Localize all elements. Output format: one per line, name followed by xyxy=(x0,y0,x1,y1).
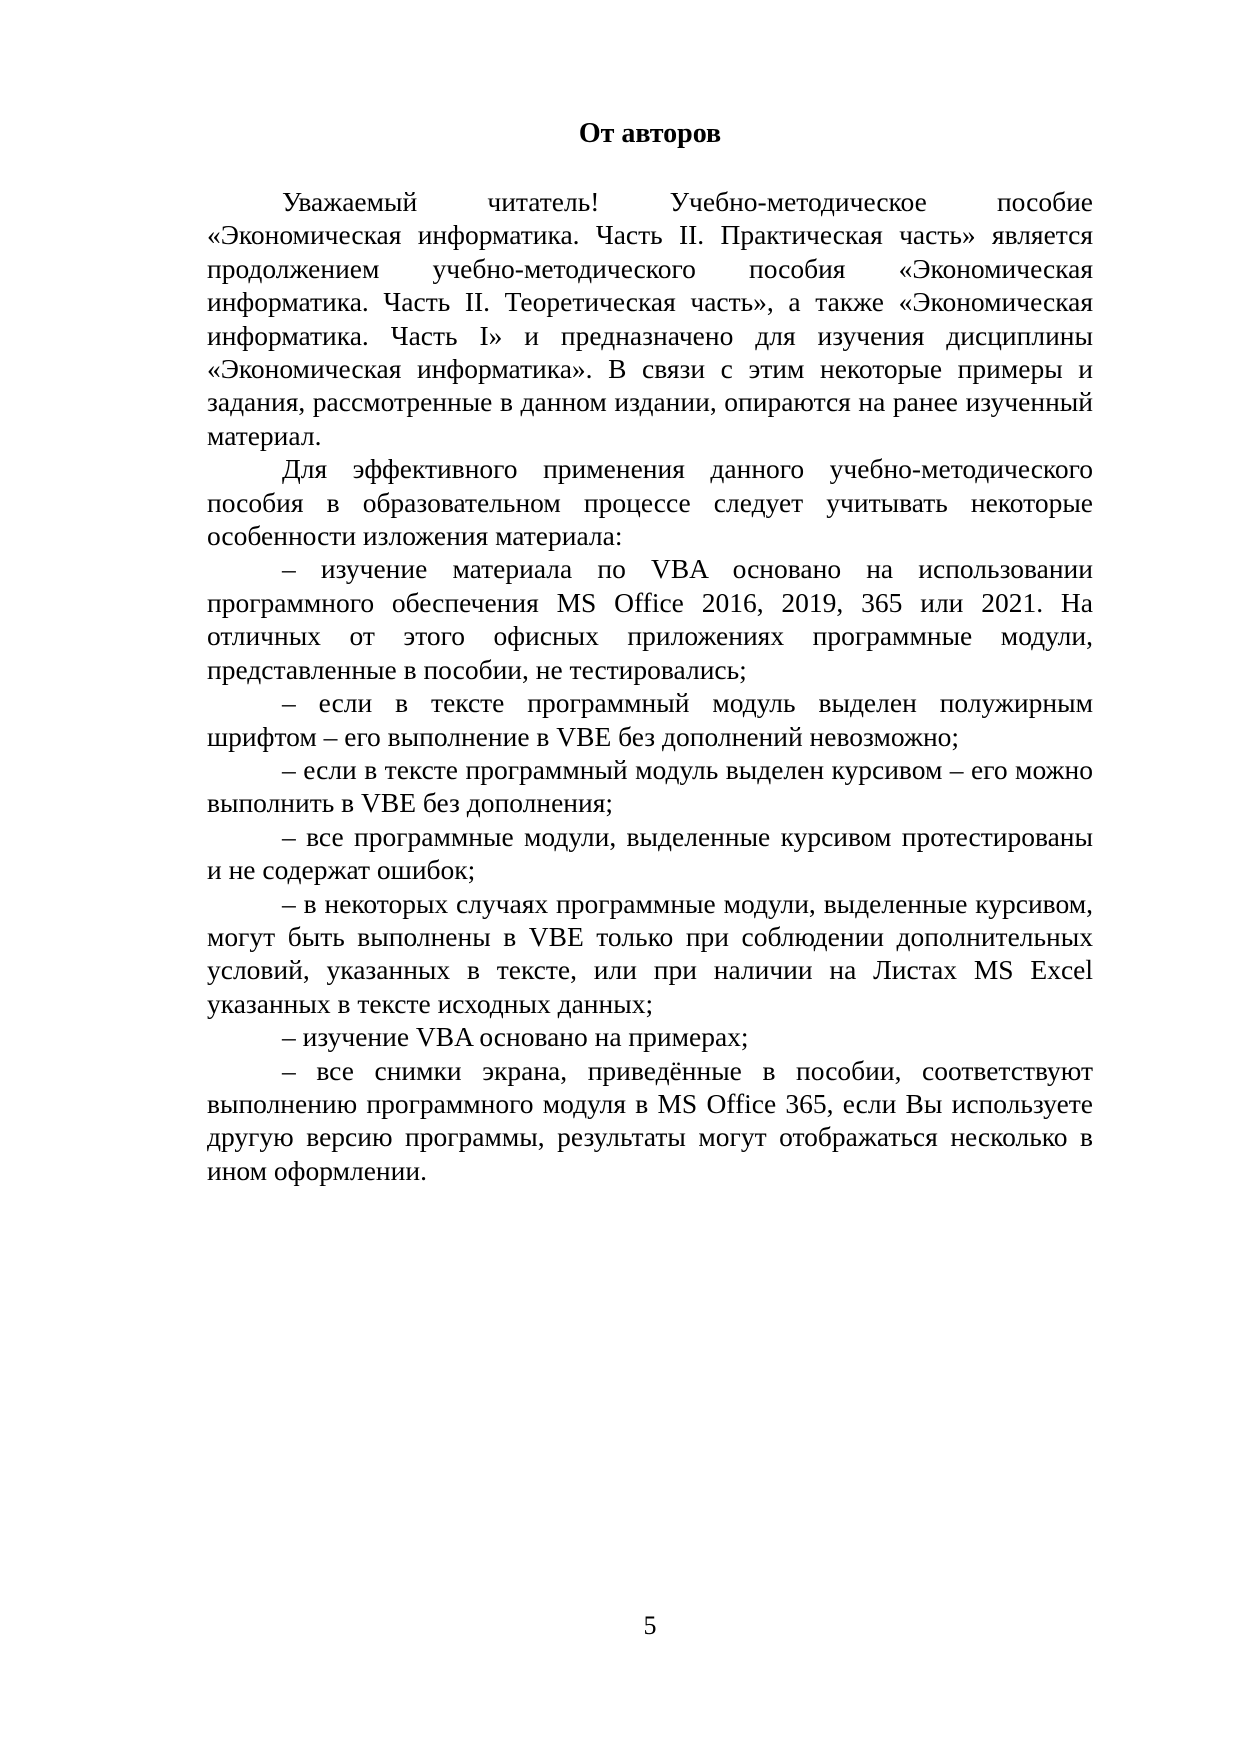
list-item-bold-modules: – если в тексте программный модуль выделен полужирным шрифтом – его выполнение в VBE без дополнений невозможно; xyxy=(207,687,1093,752)
body-text xyxy=(207,185,1093,1187)
list-item-tested-modules: – все программные модули, выделенные курсивом протестированы и не содержат ошибок; xyxy=(207,820,1093,886)
page-number: 5 xyxy=(643,1611,657,1640)
list-item-italic-modules: – если в тексте программный модуль выделен курсивом – его можно выполнить в VBE без дополнения; xyxy=(207,753,1093,819)
list-item-software: – изучение материала по VBA основано на использовании программного обеспечения MS Office 2016, 2019, 365 или 2021. На отличных от этого офисных приложениях программные модули, представленные в пособии, не тестировались; xyxy=(207,553,1093,685)
paragraph-usage: Для эффективного применения данного учебно-методического пособия в образовательном процессе следует учитывать некоторые особенности изложения материала: xyxy=(207,453,1093,552)
list-item-examples: – изучение VBA основано на примерах; xyxy=(282,1021,749,1053)
paragraph-intro: Уважаемый читатель! Учебно-методическое пособие «Экономическая информатика. Часть II. Практическая часть» является продолжением учебно-методического пособия «Экономическая информатика. Часть II. Теоретическая часть», а также «Экономическая информатика. Часть I» и предназначено для изучения дисциплины «Экономическая информатика». В связи с этим некоторые примеры и задания, рассмотренные в данном издании, опираются на ранее изученный материал. xyxy=(207,186,1093,451)
list-item-conditions: – в некоторых случаях программные модули, выделенные курсивом, могут быть выполнены в VBE только при соблюдении дополнительных условий, указанных в тексте, или при наличии на Листах MS Excel указанных в тексте исходных данных; xyxy=(207,887,1093,1019)
page-title: От авторов xyxy=(578,118,722,149)
list-item-screenshots: – все снимки экрана, приведённые в пособии, соответствуют выполнению программного модуля в MS Office 365, если Вы используете другую версию программы, результаты могут отображаться несколько в ином оформлении. xyxy=(207,1054,1093,1186)
